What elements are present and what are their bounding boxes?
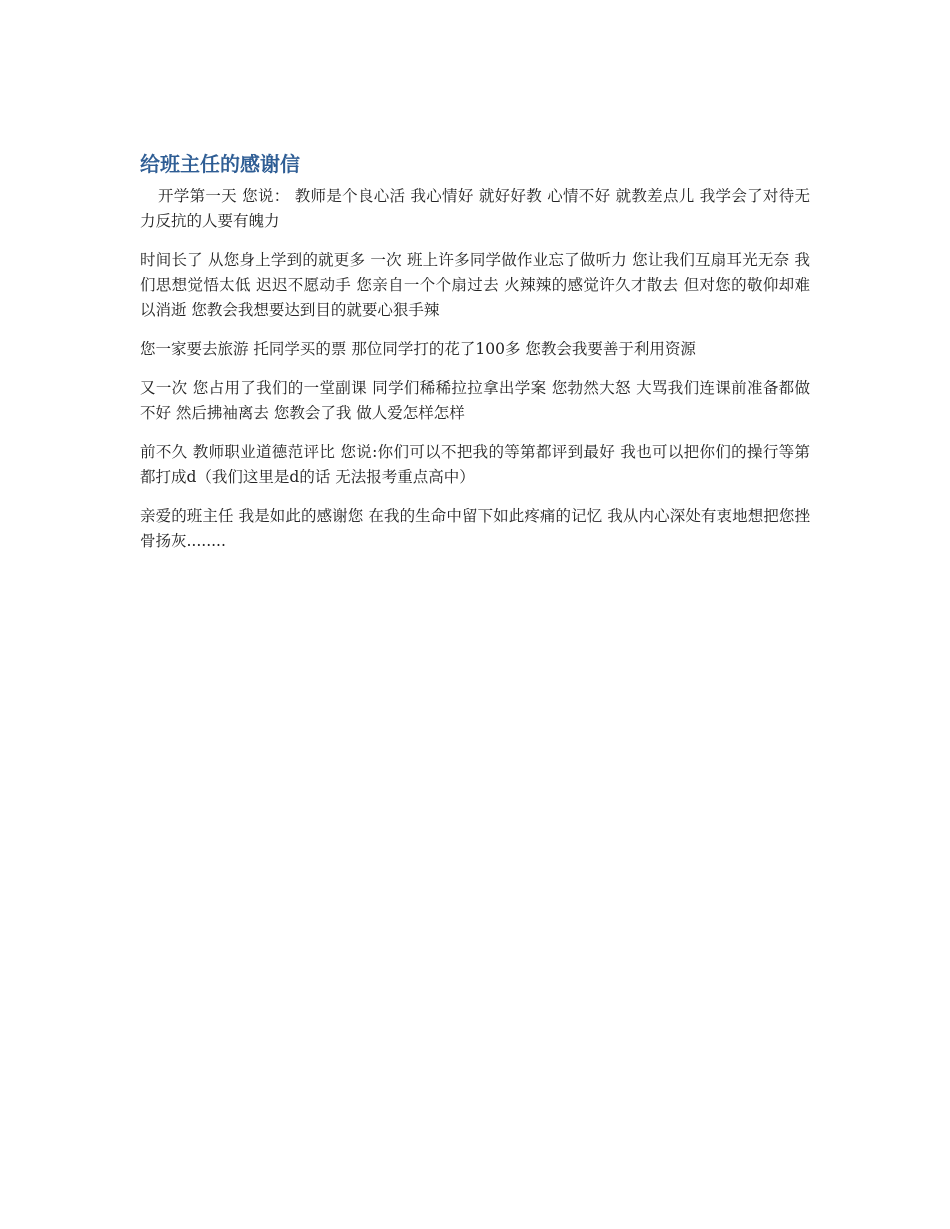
paragraph: 亲爱的班主任 我是如此的感谢您 在我的生命中留下如此疼痛的记忆 我从内心深处有衷地想把您挫骨扬灰........ [140, 507, 810, 550]
document-body [140, 150, 810, 568]
paragraph: 时间长了 从您身上学到的就更多 一次 班上许多同学做作业忘了做听力 您让我们互扇耳光无奈 我们思想觉悟太低 迟迟不愿动手 您亲自一个个扇过去 火辣辣的感觉许久才散去 但对您的敬仰却难以消逝 您教会我想要达到目的就要心狠手辣 [140, 251, 810, 319]
document-title: 给班主任的感谢信 [140, 152, 300, 176]
paragraph: 前不久 教师职业道德范评比 您说:你们可以不把我的等第都评到最好 我也可以把你们的操行等第都打成d（我们这里是d的话 无法报考重点高中） [140, 443, 810, 486]
paragraph: 开学第一天 您说： 教师是个良心活 我心情好 就好好教 心情不好 就教差点儿 我学会了对待无力反抗的人要有魄力 [140, 187, 810, 230]
paragraph: 您一家要去旅游 托同学买的票 那位同学打的花了100多 您教会我要善于利用资源 [140, 340, 696, 358]
paragraph: 又一次 您占用了我们的一堂副课 同学们稀稀拉拉拿出学案 您勃然大怒 大骂我们连课前准备都做不好 然后拂袖离去 您教会了我 做人爱怎样怎样 [140, 379, 810, 422]
